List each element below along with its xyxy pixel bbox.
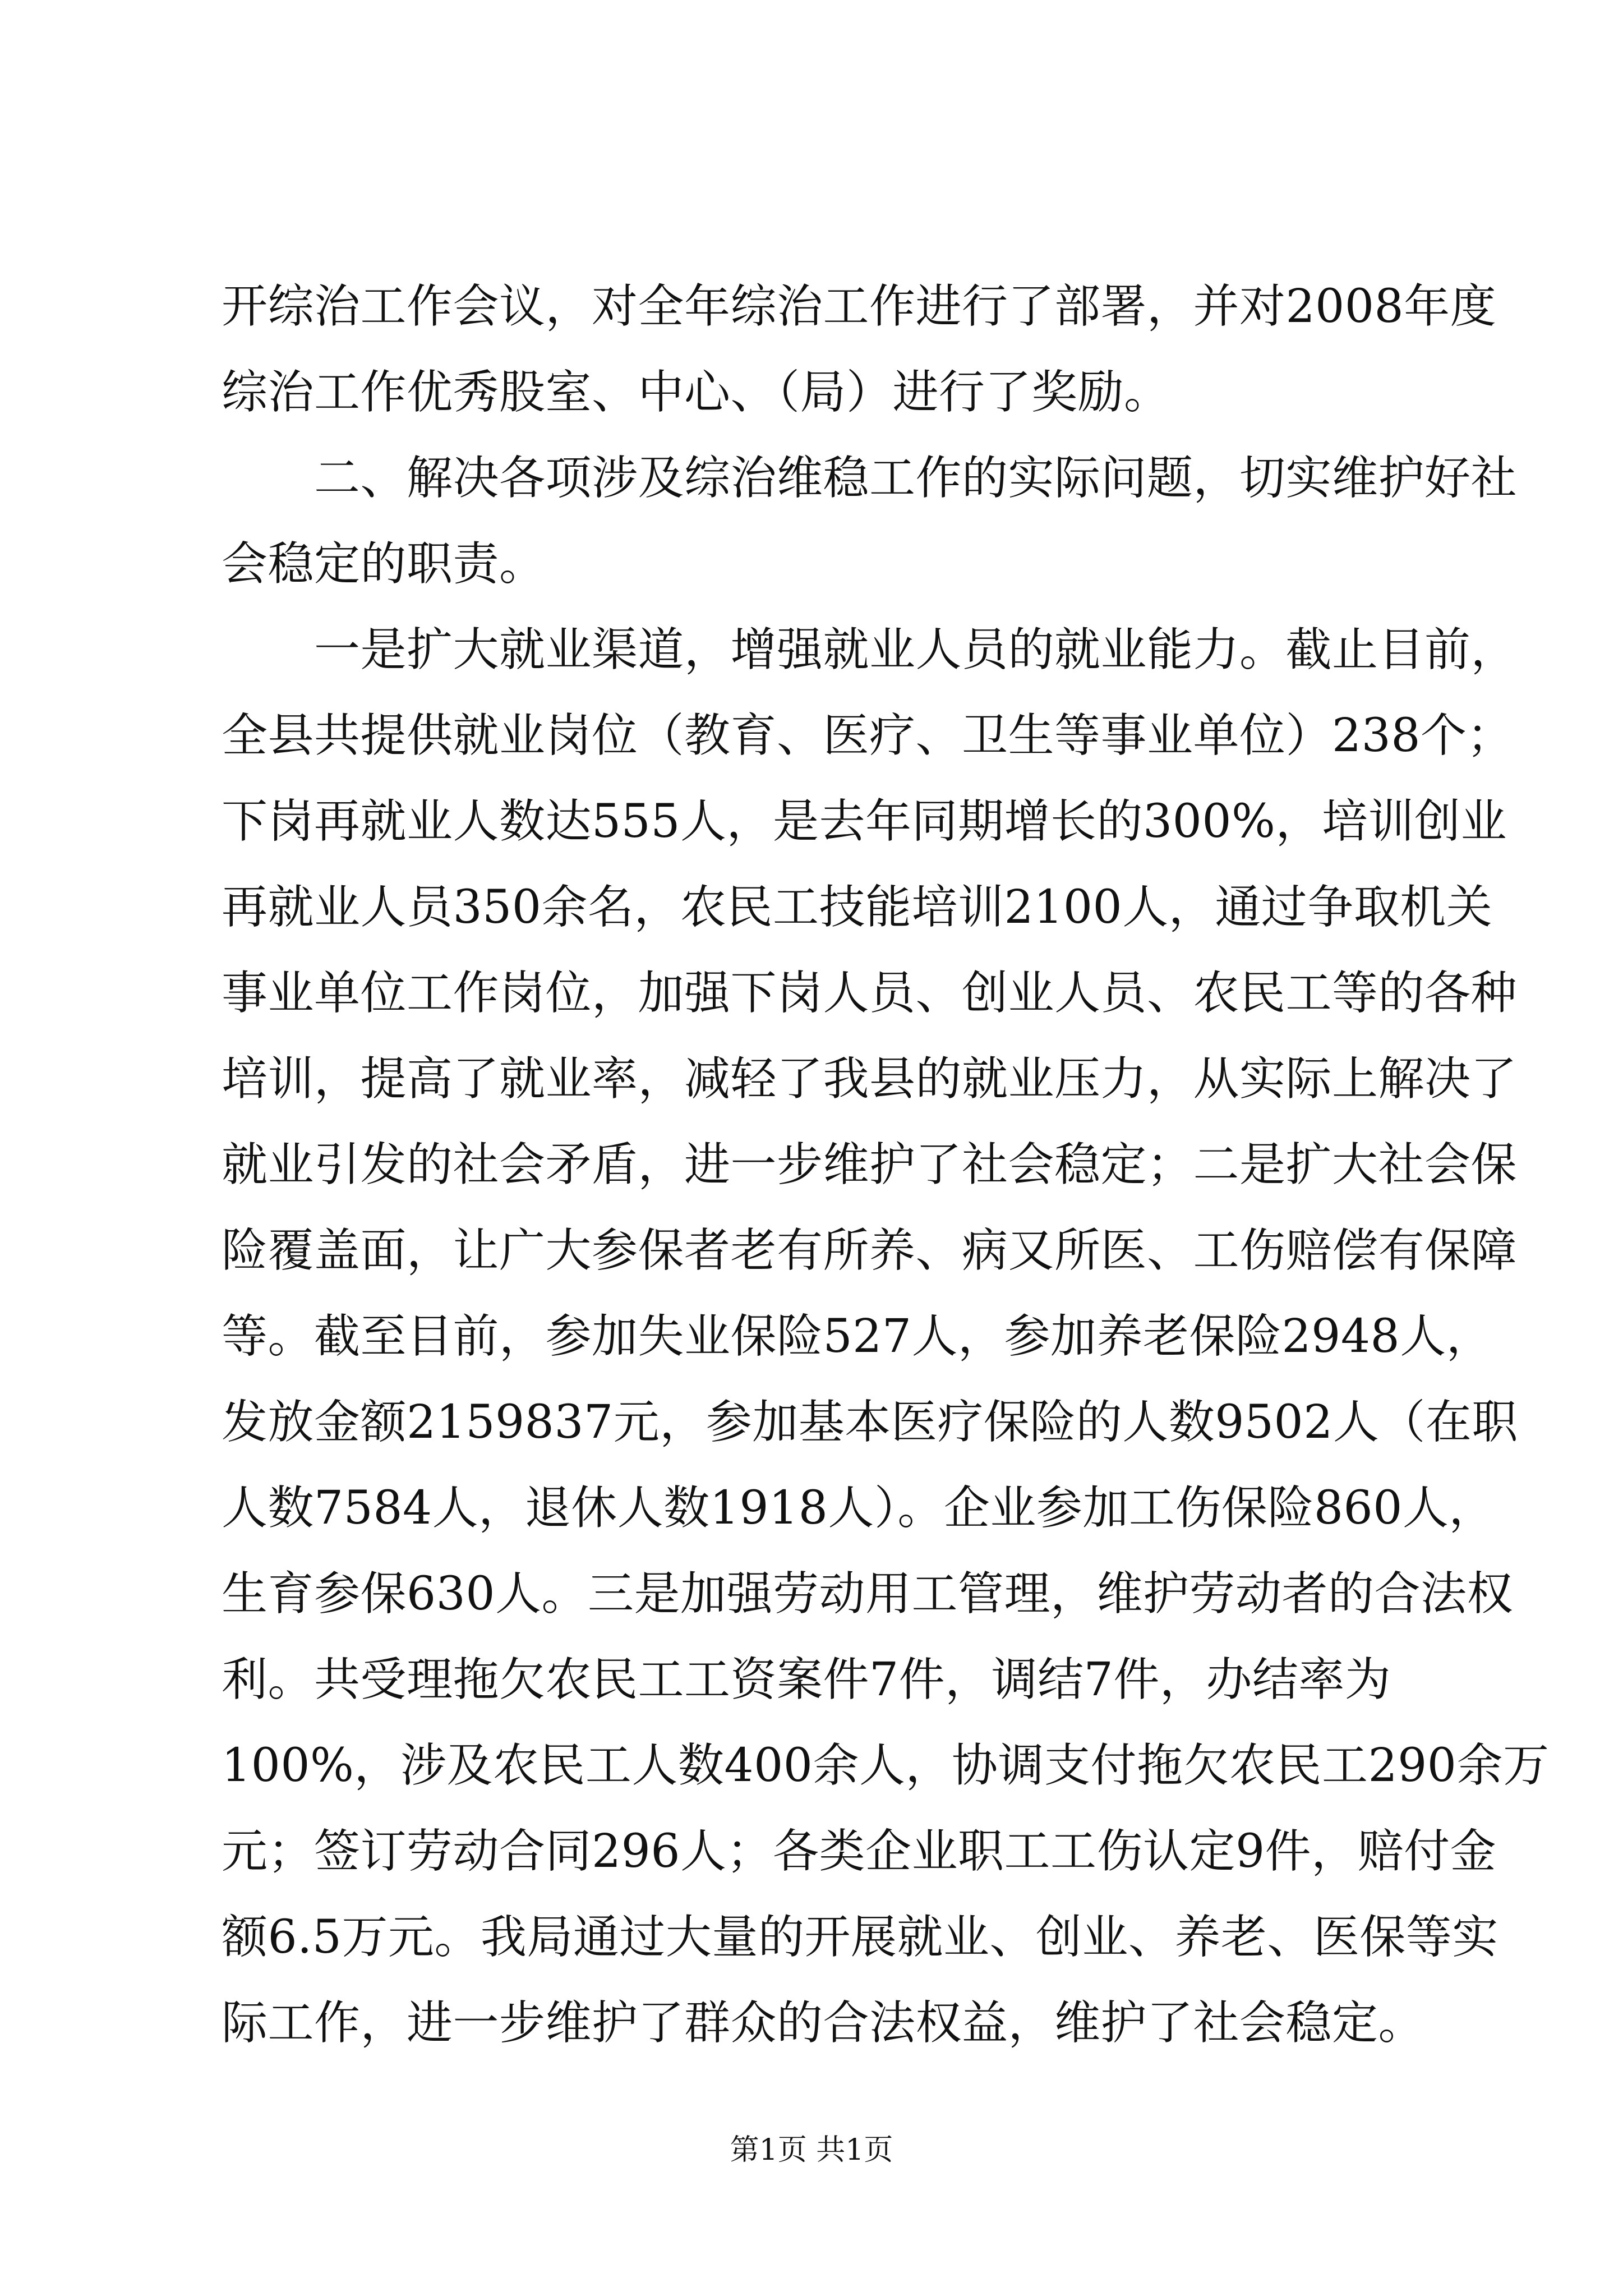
text-line: 等。截至目前，参加失业保险527人，参加养老保险2948人，	[222, 1310, 1493, 1363]
text-line: 全县共提供就业岗位（教育、医疗、卫生等事业单位）238个；	[222, 709, 1514, 762]
text-line: 就业引发的社会矛盾，进一步维护了社会稳定；二是扩大社会保	[222, 1138, 1518, 1191]
text-line: 再就业人员350余名，农民工技能培训2100人，通过争取机关	[222, 881, 1493, 934]
text-line: 额6.5万元。我局通过大量的开展就业、创业、养老、医保等实	[222, 1911, 1498, 1964]
text-line: 际工作，进一步维护了群众的合法权益，维护了社会稳定。	[222, 1996, 1425, 2050]
text-line: 培训，提高了就业率，减轻了我县的就业压力，从实际上解决了	[222, 1052, 1518, 1106]
page-footer: 第1页 共1页	[730, 2133, 893, 2167]
text-line: 利。共受理拖欠农民工工资案件7件，调结7件，办结率为	[222, 1653, 1391, 1706]
text-line: 开综治工作会议，对全年综治工作进行了部署，并对2008年度	[222, 280, 1497, 333]
text-line: 人数7584人，退休人数1918人）。企业参加工伤保险860人，	[222, 1481, 1495, 1535]
text-line: 100%，涉及农民工人数400余人，协调支付拖欠农民工290余万	[222, 1739, 1550, 1792]
text-line: 下岗再就业人数达555人，是去年同期增长的300%，培训创业	[222, 795, 1507, 848]
text-line: 会稳定的职责。	[222, 537, 546, 591]
text-line: 发放金额2159837元，参加基本医疗保险的人数9502人（在职	[222, 1396, 1518, 1449]
text-line: 二、解决各项涉及综治维稳工作的实际问题，切实维护好社	[314, 452, 1518, 505]
text-line: 一是扩大就业渠道，增强就业人员的就业能力。截止目前，	[314, 623, 1518, 677]
document-body	[222, 264, 1550, 2066]
text-line: 生育参保630人。三是加强劳动用工管理，维护劳动者的合法权	[222, 1567, 1514, 1621]
text-line: 事业单位工作岗位，加强下岗人员、创业人员、农民工等的各种	[222, 967, 1518, 1020]
text-line: 综治工作优秀股室、中心、（局）进行了奖励。	[222, 366, 1170, 419]
text-line: 元；签订劳动合同296人；各类企业职工工伤认定9件，赔付金	[222, 1825, 1497, 1878]
text-line: 险覆盖面，让广大参保者老有所养、病又所医、工伤赔偿有保障	[222, 1224, 1518, 1277]
